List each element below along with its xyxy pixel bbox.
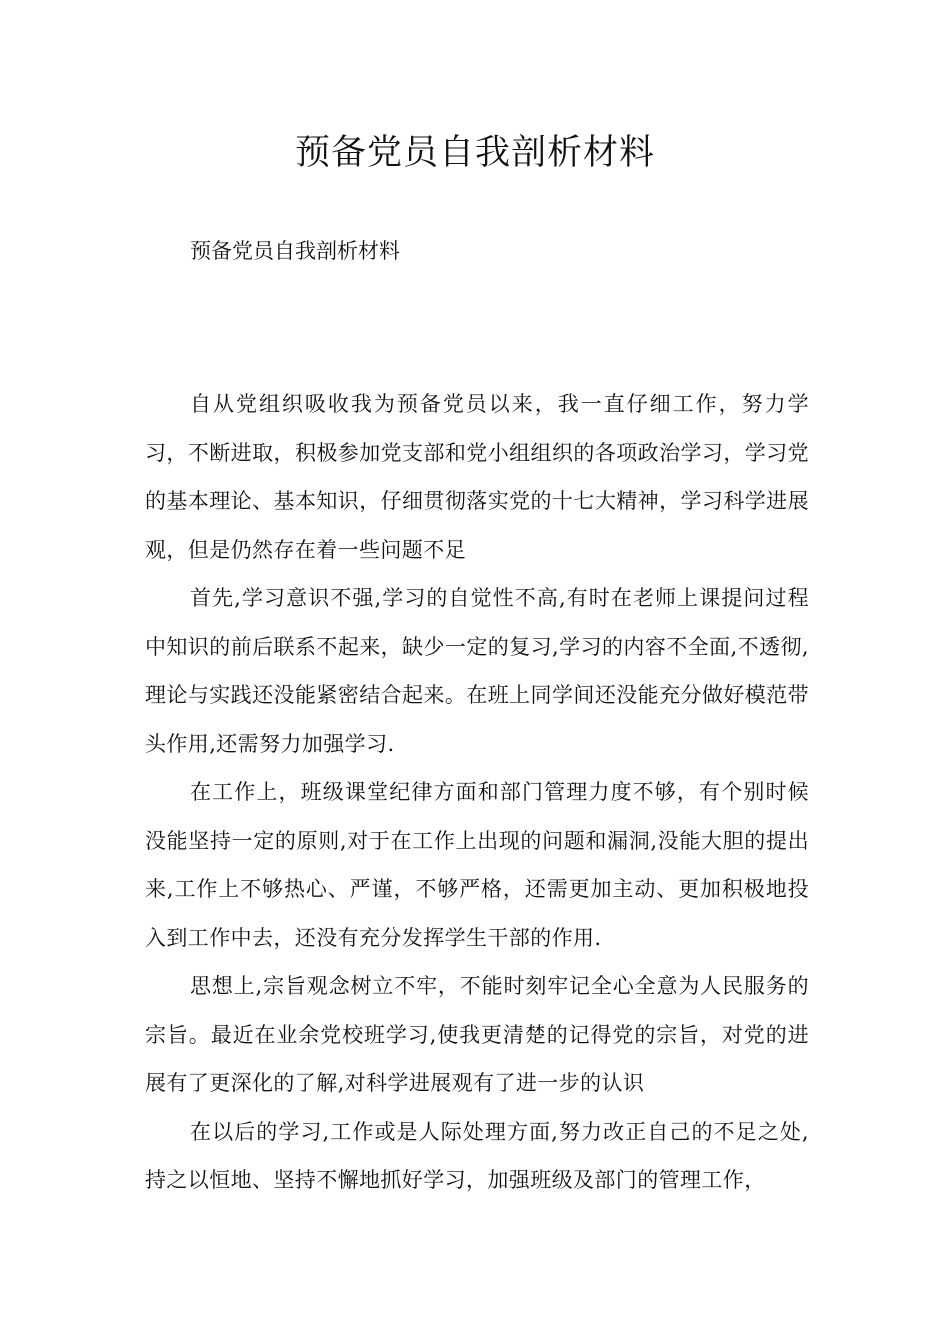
paragraph-thought: 思想上,宗旨观念树立不牢，不能时刻牢记全心全意为人民服务的宗旨。最近在业余党校班学习,使我更清楚的记得党的宗旨，对党的进展有了更深化的了解,对科学进展观有了进一步的认识 [145,974,809,1095]
paragraph-work: 在工作上，班级课堂纪律方面和部门管理力度不够，有个别时候没能坚持一定的原则,对于在工作上出现的问题和漏洞,没能大胆的提出来,工作上不够热心、严谨，不够严格，还需更加主动、更加积极地投入到工作中去，还没有充分发挥学生干部的作用. [145,780,809,950]
document-title: 预备党员自我剖析材料 [294,133,655,173]
document-body [145,380,809,1205]
document-subtitle: 预备党员自我剖析材料 [190,239,400,263]
paragraph-intro: 自从党组织吸收我为预备党员以来，我一直仔细工作，努力学习，不断进取，积极参加党支部和党小组组织的各项政治学习，学习党的基本理论、基本知识，仔细贯彻落实党的十七大精神，学习科学进展观，但是仍然存在着一些问题不足 [145,392,809,562]
paragraph-study: 首先,学习意识不强,学习的自觉性不高,有时在老师上课提问过程中知识的前后联系不起来，缺少一定的复习,学习的内容不全面,不透彻,理论与实践还没能紧密结合起来。在班上同学间还没能充分做好模范带头作用,还需努力加强学习. [145,586,809,756]
paragraph-future: 在以后的学习,工作或是人际处理方面,努力改正自己的不足之处,持之以恒地、坚持不懈地抓好学习，加强班级及部门的管理工作， [145,1119,809,1192]
